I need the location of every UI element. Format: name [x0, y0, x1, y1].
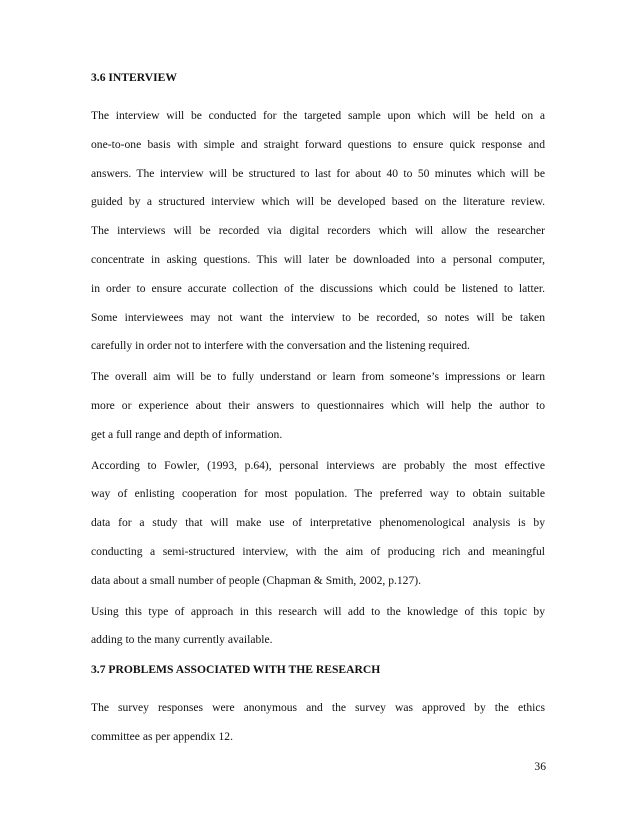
- paragraph-line: adding to the many currently available.: [91, 633, 273, 647]
- page-number: 36: [534, 760, 546, 773]
- paragraph: [91, 694, 545, 752]
- section-heading: 3.7 PROBLEMS ASSOCIATED WITH THE RESEARCH: [91, 663, 381, 677]
- paragraph-line: conducting a semi-structured interview, with the aim of producing rich and meaningful: [91, 544, 545, 558]
- paragraph-line: data about a small number of people (Chapman & Smith, 2002, p.127).: [91, 573, 422, 587]
- paragraph-line: get a full range and depth of information.: [91, 427, 283, 441]
- paragraph: [91, 102, 545, 361]
- paragraph-line: guided by a structured interview which will be developed based on the literature review.: [91, 195, 545, 209]
- paragraph-line: The overall aim will be to fully understand or learn from someone’s impressions or learn: [91, 370, 545, 384]
- paragraph-line: The interviews will be recorded via digital recorders which will allow the researcher: [91, 224, 545, 238]
- paragraph-line: The interview will be conducted for the targeted sample upon which will be held on a: [91, 109, 545, 122]
- paragraph: [91, 598, 545, 656]
- paragraph-line: one-to-one basis with simple and straight forward questions to ensure quick response and: [91, 137, 545, 151]
- paragraph-line: concentrate in asking questions. This will later be downloaded into a personal computer,: [91, 252, 545, 266]
- paragraph-line: Some interviewees may not want the interview to be recorded, so notes will be taken: [91, 310, 545, 324]
- paragraph-line: According to Fowler, (1993, p.64), personal interviews are probably the most effective: [91, 458, 545, 472]
- paragraph-line: in order to ensure accurate collection of the discussions which could be listened to latter.: [91, 281, 545, 295]
- paragraph-line: way of enlisting cooperation for most population. The preferred way to obtain suitable: [91, 487, 545, 501]
- section-heading: 3.6 INTERVIEW: [91, 71, 177, 84]
- paragraph-line: more or experience about their answers to questionnaires which will help the author to: [91, 398, 545, 412]
- paragraph: [91, 363, 545, 449]
- paragraph-line: data for a study that will make use of interpretative phenomenological analysis is by: [91, 516, 545, 530]
- paragraph-line: The survey responses were anonymous and the survey was approved by the ethics: [91, 701, 545, 715]
- page-body: [91, 69, 545, 752]
- paragraph: [91, 452, 545, 596]
- paragraph-line: answers. The interview will be structured to last for about 40 to 50 minutes which will be: [91, 166, 545, 180]
- paragraph-line: carefully in order not to interfere with the conversation and the listening required.: [91, 339, 470, 353]
- paragraph-line: Using this type of approach in this research will add to the knowledge of this topic by: [91, 604, 545, 618]
- paragraph-line: committee as per appendix 12.: [91, 729, 233, 743]
